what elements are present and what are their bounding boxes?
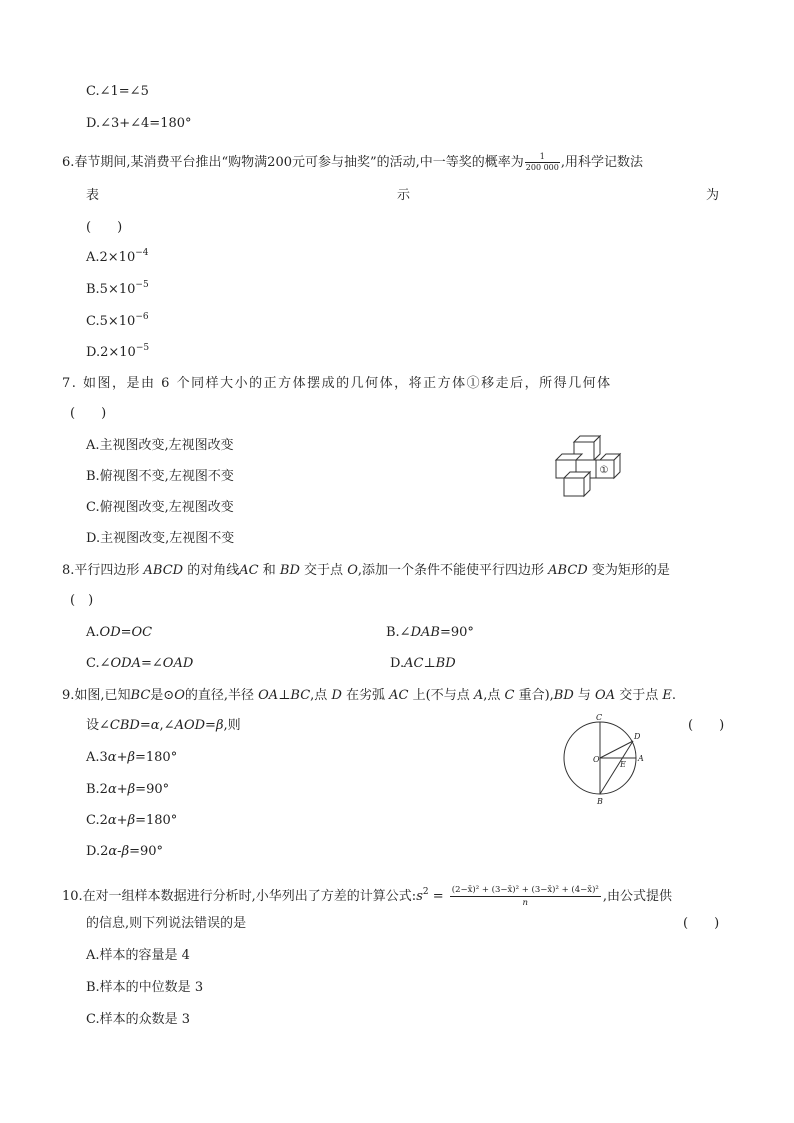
q8-stem: 8.平行四边形 ABCD 的对角线AC 和 BD 交于点 O,添加一个条件不能使平行四边形 ABCD 变为矩形的是 xyxy=(62,563,670,578)
q6-answer-bracket: ( ) xyxy=(86,220,123,235)
q7-option-a: A.主视图改变,左视图改变 xyxy=(86,438,234,453)
q7-stem: 7. 如图，是由 6 个同样大小的正方体摆成的几何体，将正方体①移走后，所得几何体 xyxy=(62,376,612,391)
q9-label-o: O xyxy=(593,755,600,764)
q9-label-c: C xyxy=(596,713,603,722)
q9-stem-line2: 设∠CBD=α,∠AOD=β,则 xyxy=(86,718,241,733)
q6-option-a: $A.2\times 10^{-4}$ xyxy=(86,248,149,265)
q6-probability-fraction: $\frac{1}{200 000}$ xyxy=(525,152,559,172)
q9-option-b: B.2α+β=90° xyxy=(86,782,170,797)
q9-label-b: B xyxy=(597,797,603,806)
q7-option-c: C.俯视图改变,左视图改变 xyxy=(86,500,234,515)
q6-word-2: 示 xyxy=(397,188,411,203)
q9-answer-bracket: ( ) xyxy=(688,718,725,733)
q6-stem: 6.春节期间,某消费平台推出“购物满200元可参与抽奖”的活动,中一等奖的概率为 $\frac{1}{200 000}$ ,用科学记数法 xyxy=(62,152,644,172)
q10-variance-formula: $\frac{\text{(2−x̄)² + (3−x̄)² + (3−x̄)² + (4−x̄)²}}{n}$ xyxy=(451,885,599,908)
q7-option-d: D.主视图改变,左视图不变 xyxy=(86,531,235,546)
q9-label-e: E xyxy=(620,760,626,769)
q6-option-b: $B.5\times 10^{-5}$ xyxy=(86,280,149,297)
q10-option-a: A.样本的容量是 4 xyxy=(86,948,190,963)
q7-cube-label: ① xyxy=(599,465,609,476)
q9-label-a: A xyxy=(638,754,644,763)
q6-option-c: $C.5\times 10^{-6}$ xyxy=(86,312,149,329)
q8-option-d: D.AC⊥BD xyxy=(390,656,456,671)
q9-option-c: C.2α+β=180° xyxy=(86,813,178,828)
q6-option-d: $D.2\times 10^{-5}$ xyxy=(86,343,150,360)
q8-answer-bracket: ( ) xyxy=(70,593,94,608)
q8-option-c: C.∠ODA=∠OAD xyxy=(86,656,194,671)
q7-answer-bracket: ( ) xyxy=(70,406,107,421)
q9-option-d: D.2α-β=90° xyxy=(86,844,164,859)
q5-option-d: D.∠3+∠4=180° xyxy=(86,116,192,131)
q8-option-b: B.∠DAB=90° xyxy=(386,625,474,640)
q9-stem-line1: 9.如图,已知BC是⊙O的直径,半径 OA⊥BC,点 D 在劣弧 AC 上(不与点 A,点 C 重合),BD 与 OA 交于点 E. xyxy=(62,688,676,703)
q9-circle-figure xyxy=(560,710,680,810)
q10-answer-bracket: ( ) xyxy=(683,916,720,931)
q10-option-b: B.样本的中位数是 3 xyxy=(86,980,204,995)
q6-word-1: 表 xyxy=(86,188,100,203)
q6-word-3: 为 xyxy=(706,188,720,203)
q10-stem-line2: 的信息,则下列说法错误的是 xyxy=(86,916,247,931)
q10-stem: 10.在对一组样本数据进行分析时,小华列出了方差的计算公式$:s^2$ = $\frac{\text{(2−x̄)² + (3−x̄)² + (3−x̄)² + (4−x̄)²}}{n}$ ,由公式提供 xyxy=(62,885,672,908)
q7-option-b: B.俯视图不变,左视图不变 xyxy=(86,469,234,484)
q7-cube-figure xyxy=(550,434,632,502)
q8-option-a: A.OD=OC xyxy=(86,625,153,640)
q5-option-c: C.∠1=∠5 xyxy=(86,84,149,99)
q10-option-c: C.样本的众数是 3 xyxy=(86,1012,191,1027)
q9-label-d: D xyxy=(634,732,641,741)
q9-option-a: A.3α+β=180° xyxy=(86,750,178,765)
